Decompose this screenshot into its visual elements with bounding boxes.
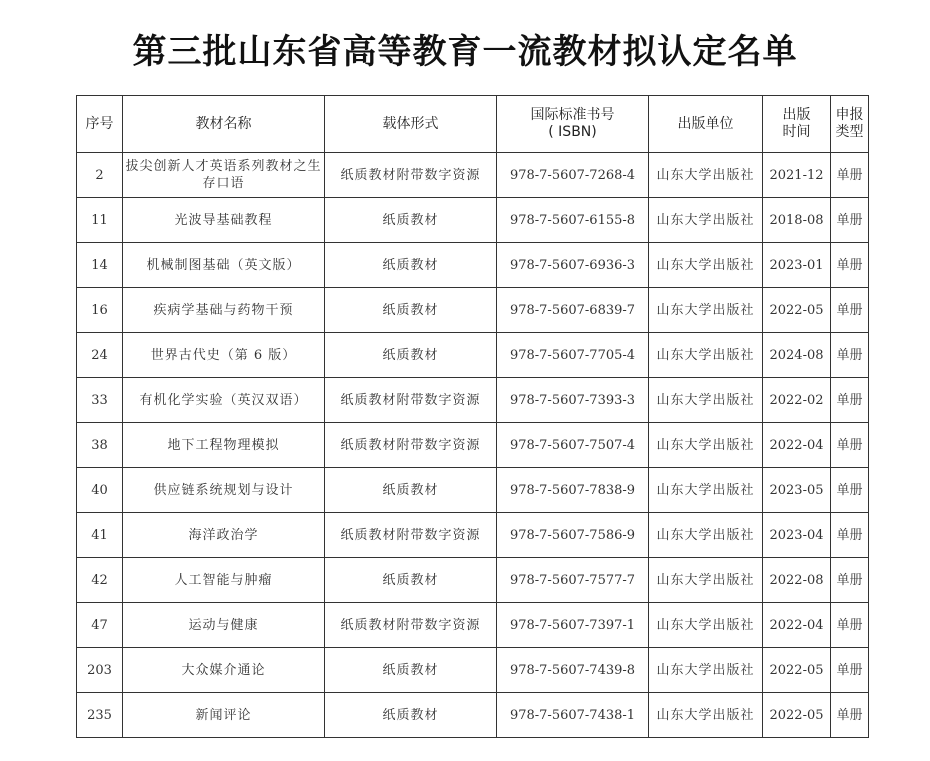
table-row	[77, 603, 869, 648]
cell-carrier-form: 纸质教材	[325, 468, 497, 513]
cell-publisher: 山东大学出版社	[649, 648, 763, 693]
cell-textbook-name: 大众媒介通论	[123, 648, 325, 693]
cell-textbook-name: 运动与健康	[123, 603, 325, 648]
table-row	[77, 558, 869, 603]
cell-apply-type: 单册	[831, 153, 869, 198]
cell-publisher: 山东大学出版社	[649, 198, 763, 243]
cell-publisher: 山东大学出版社	[649, 378, 763, 423]
cell-carrier-form: 纸质教材	[325, 693, 497, 738]
cell-apply-type: 单册	[831, 693, 869, 738]
cell-no: 42	[77, 558, 123, 603]
cell-no: 38	[77, 423, 123, 468]
table-row	[77, 243, 869, 288]
cell-apply-type: 单册	[831, 423, 869, 468]
cell-publish-time: 2024-08	[763, 333, 831, 378]
cell-apply-type: 单册	[831, 603, 869, 648]
cell-apply-type: 单册	[831, 648, 869, 693]
header-isbn-line1: 国际标准书号	[530, 107, 615, 123]
cell-no: 203	[77, 648, 123, 693]
cell-publish-time: 2023-04	[763, 513, 831, 558]
table-row	[77, 513, 869, 558]
table-row	[77, 378, 869, 423]
cell-apply-type: 单册	[831, 468, 869, 513]
page-title: 第三批山东省高等教育一流教材拟认定名单	[132, 32, 798, 72]
cell-apply-type: 单册	[831, 378, 869, 423]
cell-isbn: 978-7-5607-7439-8	[497, 648, 649, 693]
table-row	[77, 333, 869, 378]
cell-no: 2	[77, 153, 123, 198]
cell-isbn: 978-7-5607-7393-3	[497, 378, 649, 423]
cell-textbook-name: 世界古代史（第 6 版）	[123, 333, 325, 378]
cell-isbn: 978-7-5607-6155-8	[497, 198, 649, 243]
header-isbn-line2: ( ISBN)	[548, 124, 597, 140]
cell-textbook-name: 新闻评论	[123, 693, 325, 738]
header-type-line1: 申报	[835, 107, 864, 123]
header-carrier: 载体形式	[325, 96, 497, 153]
table-row	[77, 468, 869, 513]
cell-carrier-form: 纸质教材	[325, 243, 497, 288]
cell-no: 40	[77, 468, 123, 513]
cell-isbn: 978-7-5607-7397-1	[497, 603, 649, 648]
cell-textbook-name: 光波导基础教程	[123, 198, 325, 243]
cell-carrier-form: 纸质教材附带数字资源	[325, 513, 497, 558]
cell-no: 24	[77, 333, 123, 378]
cell-no: 11	[77, 198, 123, 243]
cell-textbook-name: 海洋政治学	[123, 513, 325, 558]
cell-carrier-form: 纸质教材附带数字资源	[325, 378, 497, 423]
cell-apply-type: 单册	[831, 243, 869, 288]
cell-publisher: 山东大学出版社	[649, 288, 763, 333]
cell-carrier-form: 纸质教材附带数字资源	[325, 603, 497, 648]
cell-carrier-form: 纸质教材	[325, 648, 497, 693]
header-type	[831, 96, 869, 153]
cell-publisher: 山东大学出版社	[649, 558, 763, 603]
cell-apply-type: 单册	[831, 558, 869, 603]
header-publisher: 出版单位	[649, 96, 763, 153]
cell-no: 47	[77, 603, 123, 648]
cell-publish-time: 2022-04	[763, 603, 831, 648]
cell-textbook-name: 有机化学实验（英汉双语）	[123, 378, 325, 423]
header-time-line2: 时间	[782, 124, 811, 140]
cell-publisher: 山东大学出版社	[649, 153, 763, 198]
cell-carrier-form: 纸质教材附带数字资源	[325, 153, 497, 198]
cell-apply-type: 单册	[831, 198, 869, 243]
cell-apply-type: 单册	[831, 333, 869, 378]
cell-textbook-name: 疾病学基础与药物干预	[123, 288, 325, 333]
header-no: 序号	[77, 96, 123, 153]
cell-carrier-form: 纸质教材附带数字资源	[325, 423, 497, 468]
cell-isbn: 978-7-5607-6936-3	[497, 243, 649, 288]
table-header	[77, 96, 869, 153]
table-row	[77, 693, 869, 738]
cell-textbook-name: 机械制图基础（英文版）	[123, 243, 325, 288]
cell-apply-type: 单册	[831, 288, 869, 333]
cell-carrier-form: 纸质教材	[325, 333, 497, 378]
cell-textbook-name: 拔尖创新人才英语系列教材之生存口语	[123, 153, 325, 198]
cell-publisher: 山东大学出版社	[649, 603, 763, 648]
cell-publish-time: 2021-12	[763, 153, 831, 198]
cell-no: 235	[77, 693, 123, 738]
cell-isbn: 978-7-5607-7705-4	[497, 333, 649, 378]
cell-carrier-form: 纸质教材	[325, 288, 497, 333]
cell-publisher: 山东大学出版社	[649, 693, 763, 738]
header-row	[77, 96, 869, 153]
cell-publish-time: 2022-05	[763, 648, 831, 693]
header-type-line2: 类型	[835, 124, 864, 140]
header-time	[763, 96, 831, 153]
cell-publisher: 山东大学出版社	[649, 513, 763, 558]
cell-no: 14	[77, 243, 123, 288]
cell-textbook-name: 供应链系统规划与设计	[123, 468, 325, 513]
table-row	[77, 648, 869, 693]
table-row	[77, 423, 869, 468]
cell-isbn: 978-7-5607-7268-4	[497, 153, 649, 198]
cell-isbn: 978-7-5607-7838-9	[497, 468, 649, 513]
cell-publish-time: 2023-01	[763, 243, 831, 288]
cell-no: 41	[77, 513, 123, 558]
cell-no: 16	[77, 288, 123, 333]
cell-isbn: 978-7-5607-7586-9	[497, 513, 649, 558]
table-row	[77, 288, 869, 333]
cell-isbn: 978-7-5607-7438-1	[497, 693, 649, 738]
cell-publisher: 山东大学出版社	[649, 468, 763, 513]
table-body	[77, 153, 869, 738]
header-name: 教材名称	[123, 96, 325, 153]
cell-publish-time: 2023-05	[763, 468, 831, 513]
cell-publisher: 山东大学出版社	[649, 333, 763, 378]
cell-textbook-name: 人工智能与肿瘤	[123, 558, 325, 603]
cell-publish-time: 2022-02	[763, 378, 831, 423]
cell-carrier-form: 纸质教材	[325, 558, 497, 603]
cell-apply-type: 单册	[831, 513, 869, 558]
cell-publish-time: 2022-04	[763, 423, 831, 468]
cell-publish-time: 2022-05	[763, 288, 831, 333]
cell-publisher: 山东大学出版社	[649, 243, 763, 288]
cell-publish-time: 2018-08	[763, 198, 831, 243]
cell-publisher: 山东大学出版社	[649, 423, 763, 468]
cell-no: 33	[77, 378, 123, 423]
header-isbn	[497, 96, 649, 153]
header-time-line1: 出版	[782, 107, 811, 123]
cell-publish-time: 2022-05	[763, 693, 831, 738]
cell-carrier-form: 纸质教材	[325, 198, 497, 243]
cell-publish-time: 2022-08	[763, 558, 831, 603]
cell-isbn: 978-7-5607-7577-7	[497, 558, 649, 603]
cell-textbook-name: 地下工程物理模拟	[123, 423, 325, 468]
table-row	[77, 198, 869, 243]
textbook-list-table	[76, 95, 869, 738]
cell-isbn: 978-7-5607-7507-4	[497, 423, 649, 468]
table-row	[77, 153, 869, 198]
cell-isbn: 978-7-5607-6839-7	[497, 288, 649, 333]
